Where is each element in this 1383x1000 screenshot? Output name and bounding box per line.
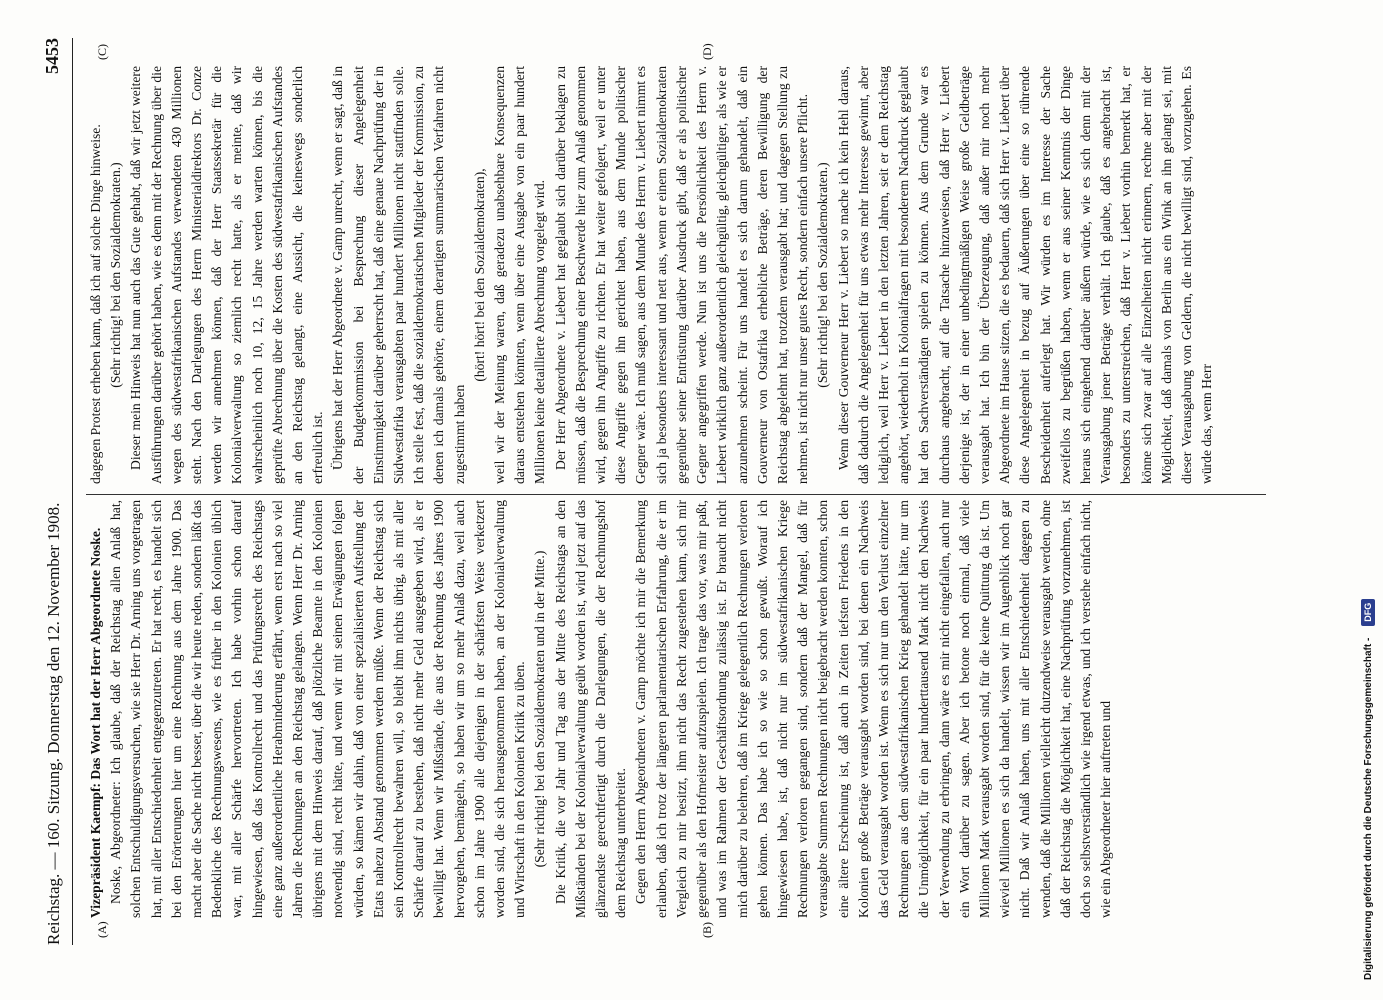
footer — [1358, 0, 1378, 1000]
text-column-right — [86, 66, 1286, 484]
page-header — [42, 38, 68, 945]
page-number: 5453 — [42, 38, 62, 74]
paragraph: Dieser mein Hinweis hat nun auch das Gute gehabt, daß wir jetzt weitere Ausführungen darüber gehört haben, wie es denn mit der Rechnung über die wegen des südwestafrikanischen Aufstandes verwendeten 430 Millionen steht. Nach den Darlegungen des Herrn Ministerialdirektors Dr. Conze werden wir annehmen können, daß der Herr Staatssekretär für die Kolonialverwaltung so ziemlich recht hatte, als er meinte, daß wir wahrscheinlich noch 10, 12, 15 Jahre werden warten können, bis die geprüfte Abrechnung über die Kosten des südwestafrikanischen Aufstandes an den Reichstag gelangt, eine Aussicht, die keineswegs sonderlich erfreulich ist. — [128, 66, 326, 484]
marker-c: (C) — [95, 44, 109, 60]
interjection: (Sehr richtig! bei den Sozialdemokraten.) — [815, 162, 831, 388]
header-rule — [72, 38, 73, 945]
paragraph: Übrigens hat der Herr Abgeordnete v. Gamp unrecht, wenn er sagt, daß in der Budgetkommission bei Besprechung dieser Angelegenheit Einstimmigkeit darüber geherrscht hat, daß eine genaue Nachprüfung der in Südwestafrika verausgabten paar hundert Millionen nicht stattfinden solle. Ich stelle fest, daß die sozialdemokratischen Mitglieder der Kommission, zu denen ich damals gehörte, einem derartigen summarischen Verfahren nicht zugestimmt haben — [330, 66, 467, 484]
paragraph: Noske, Abgeordneter: Ich glaube, daß der Reichstag allen Anlaß hat, solchen Entschuldigungsversuchen, wie sie Herr Dr. Arning uns vorgetragen hat, mit aller Entschiedenheit entgegenzutreten. Er hat recht, es handelt sich bei den Erörterungen hier um eine Rechnung aus dem Jahre 1900. Das macht aber die Sache nicht besser, über die wir heute reden, sondern läßt das Bedenkliche des Rechnungswesens, wie es früher in den Kolonien üblich war, mit aller Schärfe hervortreten. Ich habe vorhin schon darauf hingewiesen, daß das Kontrollrecht und das Prüfungsrecht des Reichstags eine ganz außerordentliche Herabminderung erfährt, wenn erst nach so viel Jahren die Rechnungen an den Reichstag gelangen. Wenn Herr Dr. Arning übrigens mit dem Hinweis darauf, daß plötzliche Beamte in den Kolonien notwendig sind, recht hätte, und wenn wir mit seinen Erwägungen folgen würden, so kämen wir dahin, daß von einer spezialisierten Aufstellung der Etats nahezu Abstand genommen werden müßte. Wenn der Reichstag sich sein Kontrollrecht bewahren will, so bleibt ihm nichts übrig, als mit aller Schärfe darauf zu bestehen, daß nicht mehr Geld ausgegeben wird, als er bewilligt hat. Wenn wir Mißstände, die aus der Rechnung des Jahres 1900 hervorgehen, bemängeln, so haben wir um so mehr Anlaß dazu, weil auch schon im Jahre 1900 alle diejenigen in der schärfsten Weise verketzert worden sind, die sich herausgenommen haben, an der Kolonialverwaltung und Wirtschaft in den Kolonien Kritik zu üben. — [108, 500, 528, 918]
interjection: (Sehr richtig! bei den Sozialdemokraten und in der Mitte.) — [532, 550, 548, 868]
text-column-left — [86, 500, 1286, 918]
paragraph: Gegen den Herrn Abgeordneten v. Gamp möchte ich mir die Bemerkung erlauben, daß ich trotz der längeren parlamentarischen Erfahrung, die er im Vergleich zu mir besitzt, ihm nicht das Recht zugestehen kann, sich mir gegenüber als den Hofmeister aufzuspielen. Ich trage das vor, was mir paßt, und was im Rahmen der Geschäftsordnung zulässig ist. Er braucht nicht mich darüber zu belehren, daß im Kriege gelegentlich Rechnungen verloren gehen können. Das habe ich so wie so schon gewußt. Worauf ich hingewiesen habe, ist, daß nicht nur im südwestafrikanischen Kriege Rechnungen verloren gegangen sind, sondern daß der Mangel, daß für verausgabte Summen Rechnungen nicht beigebracht werden konnten, schon eine ältere Erscheinung ist, daß auch in Zeiten tiefsten Friedens in den Kolonien große Beträge verausgabt worden sind, bei denen ein Nachweis das Geld verausgabt worden ist. Wenn es sich nur um den Verlust einzelner Rechnungen aus dem südwestafrikanischen Krieg gehandelt hätte, nur um die Unmöglichkeit, für ein paar hunderttausend Mark nicht den Nachweis der Verwendung zu erbringen, dann wäre es mir nicht eingefallen, auch nur ein Wort darüber zu sagen. Aber ich betone noch einmal, daß viele Millionen Mark verausgabt worden sind, für die keine Quittung da ist. Um wieviel Millionen es sich da handelt, wissen wir im Augenblick noch gar nicht. Daß wir Anlaß haben, uns mit aller Entschiedenheit dagegen zu wenden, daß die Millionen vielleicht dutzendweise verausgabt werden, ohne daß der Reichstag die Möglichkeit hat, eine Nachprüfung vorzunehmen, ist doch so selbstverständlich wie irgend etwas, und ich verstehe einfach nicht, wie ein Abgeordneter hier auftreten und — [633, 500, 1114, 918]
marker-b: (B) — [700, 922, 714, 938]
dfg-logo: DFG — [1361, 599, 1375, 626]
interjection: (Sehr richtig! bei den Sozialdemokraten.) — [108, 162, 124, 388]
paragraph: weil wir der Meinung waren, daß geradezu unabsehbare Konsequenzen daraus entstehen könnten, wenn über eine Ausgabe von ein paar hundert Millionen keine detaillierte Abrechnung vorgelegt wird. — [492, 66, 548, 484]
column-separator — [86, 494, 1266, 495]
marker-d: (D) — [700, 43, 714, 60]
paragraph: dagegen Protest erheben kann, daß ich auf solche Dinge hinweise. — [88, 124, 103, 484]
footer-note: Digitalisierung gefördert durch die Deutsche Forschungsgemeinschaft - — [1362, 637, 1374, 980]
speaker-intro: Vizepräsident Kaempf: Das Wort hat der Herr Abgeordnete Noske. — [88, 527, 103, 918]
paragraph: Der Herr Abgeordnete v. Liebert hat geglaubt sich darüber beklagen zu müssen, daß die Besprechung einer Beschwerde hier zum Anlaß genommen wird, gegen ihn Angriffe zu richten. Er hat weiter gefolgert, weil er unter diese Angriffe gegen ihn gerichtet haben, aus dem Munde politischer Gegner wäre. Ich muß sagen, aus dem Munde des Herrn v. Liebert nimmt es sich ja besonders interessant und nett aus, wenn er einem Sozialdemokraten gegenüber seiner Entrüstung darüber Ausdruck gibt, daß er als politischer Gegner angegriffen werde. Nun ist uns die Persönlichkeit des Herrn v. Liebert wirklich ganz außerordentlich gleichgültig, gleichgültiger, als wie er anzunehmen scheint. Für uns handelt es sich darum gehandelt, daß ein Gouverneur von Ostafrika erhebliche Beträge, deren Bewilligung der Reichstag abgelehnt hat, trotzdem verausgabt hat; und dagegen Stellung zu nehmen, ist nicht nur unser gutes Recht, sondern einfach unsere Pflicht. — [552, 66, 811, 484]
interjection: (hört! hört! bei den Sozialdemokraten), — [471, 168, 487, 382]
header-title: Reichstag. — 160. Sitzung. Donnerstag den 12. November 1908. — [44, 502, 63, 945]
paragraph: Wenn dieser Gouverneur Herr v. Liebert so mache ich kein Hehl daraus, daß dadurch die Angelegenheit für uns etwas mehr Interesse gewinnt, aber lediglich, weil Herr v. Liebert in den letzten Jahren, seit er dem Reichstag angehört, wiederholt in Kolonialfragen mit besonderem Nachdruck geglaubt hat den Sachverständigen spielen zu können. Aus dem Grunde war es durchaus angebracht, auf die Tatsache hinzuweisen, daß Herr v. Liebert derjenige ist, der in einer unbedingtmäßigen Weise große Geldbeträge verausgabt hat. Ich bin der Überzeugung, daß außer mir noch mehr Abgeordnete im Hause sitzen, die es bedauern, daß sich Herr v. Liebert über diese Angelegenheit in bezug auf Äußerungen über eine so rührende Bescheidenheit auferlegt hat. Wir würden es im Interesse der Sache zweifellos zu begrüßen haben, wenn er aus seiner Kenntnis der Dinge heraus sich eingehend darüber äußern würde, wie es sich denn mit der Verausgabung jener Beträge verhält. Ich glaube, daß es angebracht ist, besonders zu unterstreichen, daß Herr v. Liebert vorhin bemerkt hat, er könne sich zwar auf alle Einzelheiten nicht erinnern, rechne aber mit der Möglichkeit, daß damals von Berlin aus ein Wink an ihn gelangt sei, mit dieser Verausgabung von Geldern, die nicht bewilligt sind, vorzugehen. Es würde das, wenn Herr — [835, 66, 1215, 484]
marker-a: (A) — [95, 921, 109, 938]
paragraph: Die Kritik, die vor Jahr und Tag aus der Mitte des Reichstags an den Mißständen bei der Kolonialverwaltung geübt worden ist, wird jetzt auf das glänzendste gerechtfertigt durch die Darlegungen, die der Rechnungshof dem Reichstag unterbreitet. — [552, 500, 629, 918]
